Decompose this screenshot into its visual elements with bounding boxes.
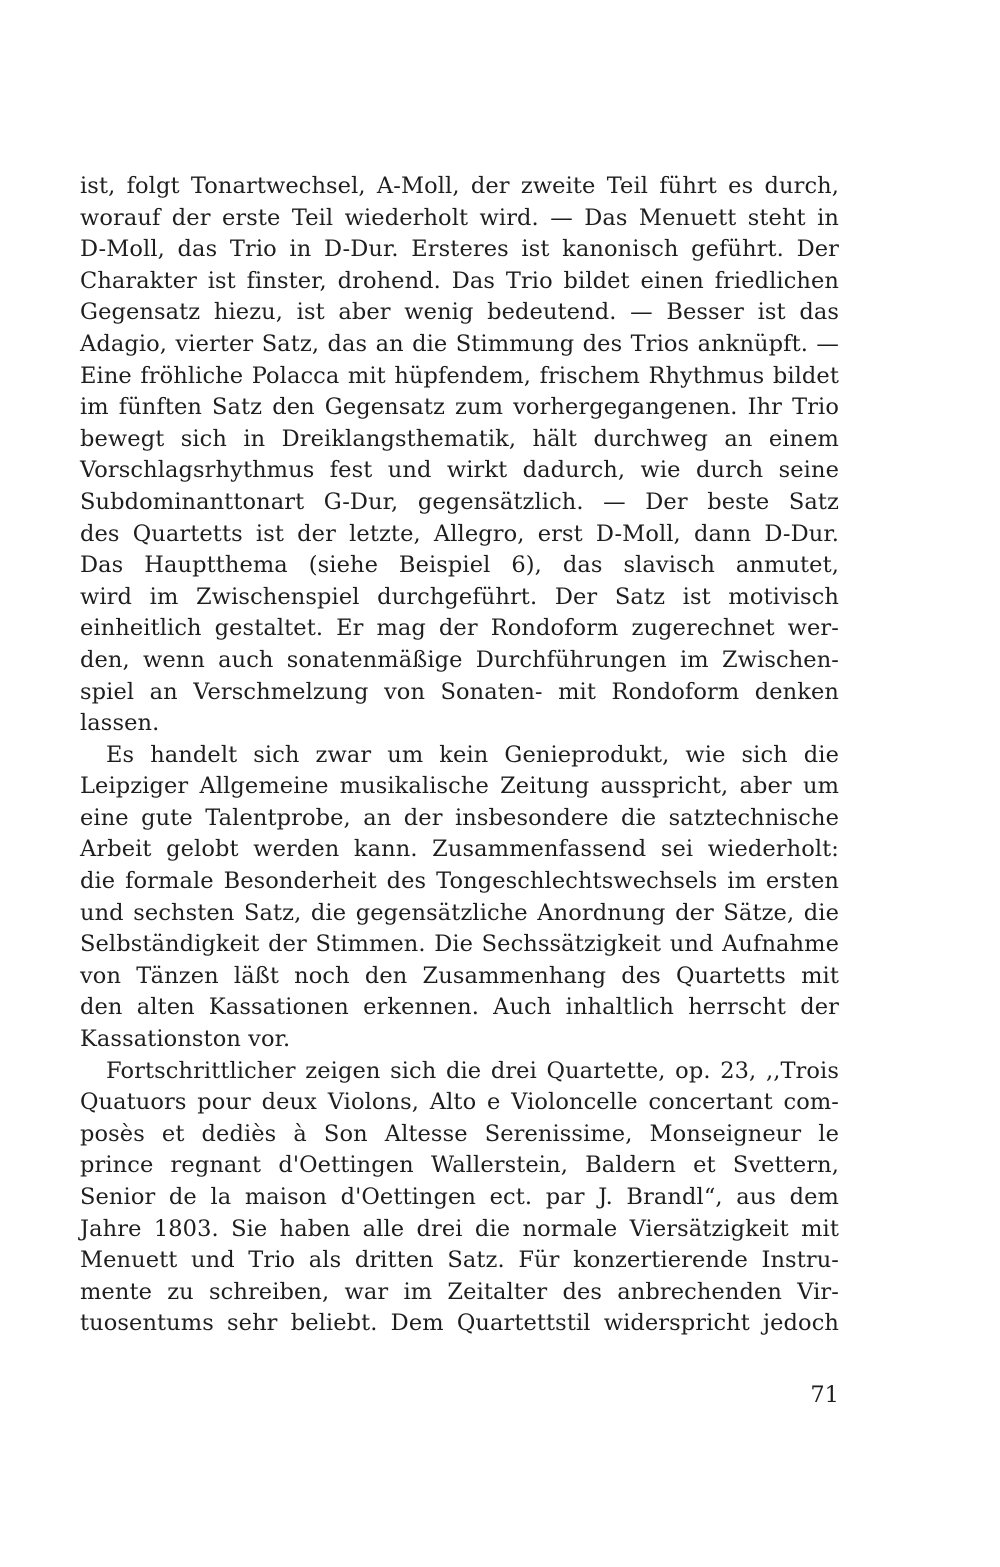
text-line: Subdominanttonart G-Dur, gegensätzlich. — Der beste Satz [80, 488, 839, 515]
text-line: Eine fröhliche Polacca mit hüpfendem, frischem Rhythmus bildet [80, 362, 839, 389]
text-line: Selbständigkeit der Stimmen. Die Sechssätzigkeit und Aufnahme [80, 931, 839, 958]
text-line: Quatuors pour deux Violons, Alto e Violoncelle concertant com- [80, 1089, 839, 1116]
text-line: mente zu schreiben, war im Zeitalter des anbrechenden Vir- [80, 1278, 839, 1305]
text-line: und sechsten Satz, die gegensätzliche Anordnung der Sätze, die [80, 899, 839, 926]
text-line: worauf der erste Teil wiederholt wird. — Das Menuett steht in [80, 204, 839, 231]
text-line: wird im Zwischenspiel durchgeführt. Der Satz ist motivisch [80, 583, 839, 610]
text-line: die formale Besonderheit des Tongeschlechtswechsels im ersten [80, 868, 839, 895]
text-line: prince regnant d'Oettingen Wallerstein, Baldern et Svettern, [80, 1152, 839, 1179]
text-line: ist, folgt Tonartwechsel, A-Moll, der zweite Teil führt es durch, [80, 173, 839, 199]
text-line: D-Moll, das Trio in D-Dur. Ersteres ist kanonisch geführt. Der [80, 236, 839, 263]
text-line: Fortschrittlicher zeigen sich die drei Quartette, op. 23, ,,Trois [106, 1057, 839, 1084]
text-line: Menuett und Trio als dritten Satz. Für konzertierende Instru- [80, 1247, 839, 1274]
body-text [80, 171, 839, 1340]
page-number: 71 [810, 1382, 839, 1408]
text-line: des Quartetts ist der letzte, Allegro, erst D-Moll, dann D-Dur. [80, 520, 839, 547]
text-line: Adagio, vierter Satz, das an die Stimmung des Trios anknüpft. — [80, 330, 839, 357]
text-line: posès et dediès à Son Altesse Serenissime, Monseigneur le [80, 1120, 839, 1147]
text-line: im fünften Satz den Gegensatz zum vorhergegangenen. Ihr Trio [80, 394, 839, 421]
text-line: den, wenn auch sonatenmäßige Durchführungen im Zwischen- [80, 646, 839, 673]
text-line: lassen. [80, 710, 160, 737]
text-line: Kassationston vor. [80, 1026, 291, 1053]
text-line: einheitlich gestaltet. Er mag der Rondoform zugerechnet wer- [80, 615, 839, 642]
text-line: bewegt sich in Dreiklangsthematik, hält durchweg an einem [80, 425, 839, 452]
text-line: spiel an Verschmelzung von Sonaten- mit Rondoform denken [80, 678, 839, 705]
text-line: Vorschlagsrhythmus fest und wirkt dadurch, wie durch seine [80, 457, 839, 484]
text-line: eine gute Talentprobe, an der insbesondere die satztechnische [80, 804, 839, 831]
text-line: den alten Kassationen erkennen. Auch inhaltlich herrscht der [80, 994, 839, 1021]
text-line: Charakter ist finster, drohend. Das Trio bildet einen friedlichen [80, 267, 839, 294]
text-line: Gegensatz hiezu, ist aber wenig bedeutend. — Besser ist das [80, 299, 839, 326]
text-line: Jahre 1803. Sie haben alle drei die normale Viersätzigkeit mit [80, 1215, 839, 1242]
text-line: Leipziger Allgemeine musikalische Zeitung ausspricht, aber um [80, 773, 839, 800]
text-line: Das Hauptthema (siehe Beispiel 6), das slavisch anmutet, [80, 552, 839, 579]
text-line: Senior de la maison d'Oettingen ect. par J. Brandl“, aus dem [80, 1184, 839, 1210]
text-line: Arbeit gelobt werden kann. Zusammenfassend sei wiederholt: [80, 836, 839, 863]
text-line: von Tänzen läßt noch den Zusammenhang des Quartetts mit [80, 962, 839, 989]
text-line: Es handelt sich zwar um kein Genieprodukt, wie sich die [106, 741, 839, 768]
text-line: tuosentums sehr beliebt. Dem Quartettstil widerspricht jedoch [80, 1310, 839, 1337]
